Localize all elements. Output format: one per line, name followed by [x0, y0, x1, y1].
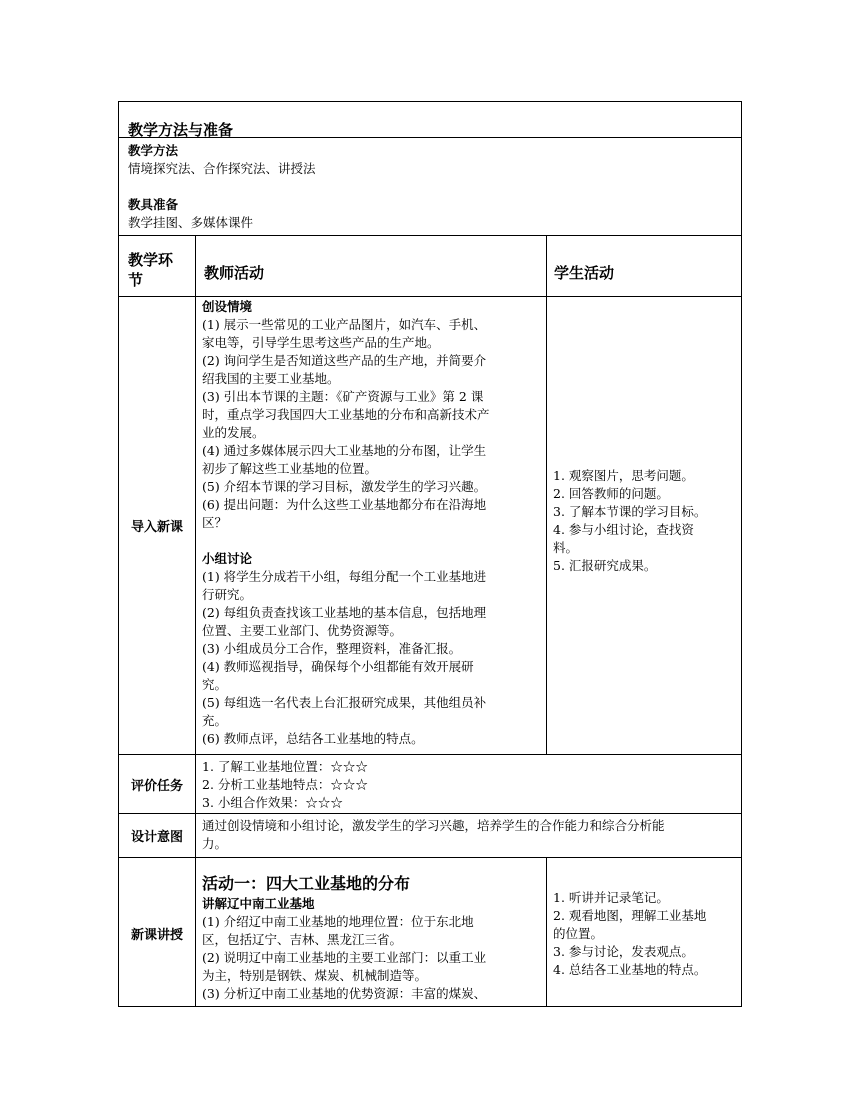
evaluation-line: 1. 了解工业基地位置：☆☆☆	[202, 759, 368, 774]
group-heading: 小组讨论	[202, 551, 253, 566]
group-line: 行研究。	[202, 587, 253, 602]
section-title-row	[119, 102, 741, 138]
situation-list	[202, 316, 490, 532]
newlesson-row	[119, 858, 741, 1007]
newlesson-student-cell	[547, 858, 742, 1007]
newlesson-teacher-cell	[196, 858, 546, 1007]
group-line: 位置、主要工业部门、优势资源等。	[202, 623, 403, 638]
header-student: 学生活动	[554, 264, 615, 282]
situation-line: (2) 询问学生是否知道这些产品的生产地，并简要介	[202, 353, 487, 368]
situation-line: 区？	[202, 515, 228, 530]
design-text	[202, 817, 665, 853]
intro-student-list	[553, 467, 706, 575]
situation-line: 时，重点学习我国四大工业基地的分布和高新技术产	[202, 407, 490, 422]
situation-line: (6) 提出问题：为什么这些工业基地都分布在沿海地	[202, 497, 487, 512]
situation-line: (4) 通过多媒体展示四大工业基地的分布图，让学生	[202, 443, 487, 458]
student-activity-line: 5. 汇报研究成果。	[553, 558, 657, 573]
newlesson-line: (3) 分析辽中南工业基地的优势资源：丰富的煤炭、	[202, 986, 487, 1001]
activity-title: 活动一：四大工业基地的分布	[202, 874, 411, 893]
student-activity-line: 料。	[553, 540, 579, 555]
newlesson-student-list	[553, 889, 706, 979]
section-title: 教学方法与准备	[128, 121, 234, 139]
situation-line: (5) 介绍本节课的学习目标，激发学生的学习兴趣。	[202, 479, 487, 494]
design-line: 通过创设情境和小组讨论，激发学生的学习兴趣，培养学生的合作能力和综合分析能	[202, 818, 665, 833]
evaluation-list	[202, 758, 368, 812]
student-activity-line: 4. 参与小组讨论，查找资	[553, 522, 694, 537]
group-line: (5) 每组选一名代表上台汇报研究成果，其他组员补	[202, 695, 487, 710]
group-list	[202, 568, 490, 748]
newlesson-line: 区，包括辽宁、吉林、黑龙江三省。	[202, 932, 403, 947]
newlesson-label: 新课讲授	[130, 927, 183, 943]
evaluation-line: 3. 小组合作效果：☆☆☆	[202, 795, 343, 810]
prep-heading: 教具准备	[128, 197, 179, 212]
student-activity-line: 1. 听讲并记录笔记。	[553, 890, 669, 905]
situation-line: 家电等，引导学生思考这些产品的生产地。	[202, 335, 440, 350]
activity-subheading: 讲解辽中南工业基地	[202, 896, 315, 911]
column-header-row	[119, 236, 741, 297]
method-text: 情境探究法、合作探究法、讲授法	[128, 161, 316, 176]
newlesson-list	[202, 913, 486, 1003]
evaluation-line: 2. 分析工业基地特点：☆☆☆	[202, 777, 368, 792]
intro-label: 导入新课	[130, 520, 183, 535]
situation-line: 初步了解这些工业基地的位置。	[202, 461, 378, 476]
group-line: (4) 教师巡视指导，确保每个小组都能有效开展研	[202, 659, 474, 674]
lesson-plan-table	[118, 101, 742, 1007]
header-teacher: 教师活动	[204, 264, 265, 282]
student-activity-line: 的位置。	[553, 926, 604, 941]
header-stage-line2: 节	[128, 271, 144, 289]
student-activity-line: 4. 总结各工业基地的特点。	[553, 962, 707, 977]
header-stage-line1: 教学环	[128, 251, 174, 269]
student-activity-line: 2. 观看地图，理解工业基地	[553, 908, 707, 923]
intro-row	[119, 297, 741, 755]
group-line: (6) 教师点评，总结各工业基地的特点。	[202, 731, 424, 746]
group-line: (2) 每组负责查找该工业基地的基本信息，包括地理	[202, 605, 487, 620]
newlesson-line: 为主，特别是钢铁、煤炭、机械制造等。	[202, 968, 428, 983]
situation-line: 绍我国的主要工业基地。	[202, 371, 340, 386]
situation-heading: 创设情境	[202, 299, 253, 314]
newlesson-line: (2) 说明辽中南工业基地的主要工业部门：以重工业	[202, 950, 487, 965]
evaluation-label: 评价任务	[130, 778, 183, 794]
method-heading: 教学方法	[128, 143, 179, 158]
intro-student-cell	[547, 297, 742, 754]
design-row	[119, 814, 741, 858]
situation-line: (3) 引出本节课的主题：《矿产资源与工业》第 2 课	[202, 389, 484, 404]
student-activity-line: 1. 观察图片，思考问题。	[553, 468, 694, 483]
situation-line: 业的发展。	[202, 425, 265, 440]
student-activity-line: 3. 参与讨论，发表观点。	[553, 944, 694, 959]
student-activity-line: 3. 了解本节课的学习目标。	[553, 504, 707, 519]
design-line: 力。	[202, 836, 228, 851]
newlesson-line: (1) 介绍辽中南工业基地的地理位置：位于东北地	[202, 914, 474, 929]
group-line: (1) 将学生分成若干小组，每组分配一个工业基地进	[202, 569, 487, 584]
evaluation-row	[119, 755, 741, 814]
student-activity-line: 2. 回答教师的问题。	[553, 486, 669, 501]
prep-text: 教学挂图、多媒体课件	[128, 215, 254, 230]
situation-line: (1) 展示一些常见的工业产品图片，如汽车、手机、	[202, 317, 487, 332]
group-line: 究。	[202, 677, 228, 692]
design-label: 设计意图	[130, 830, 183, 845]
methods-row	[119, 138, 741, 236]
group-line: 充。	[202, 713, 228, 728]
group-line: (3) 小组成员分工合作，整理资料，准备汇报。	[202, 641, 462, 656]
intro-teacher-cell	[196, 297, 546, 754]
